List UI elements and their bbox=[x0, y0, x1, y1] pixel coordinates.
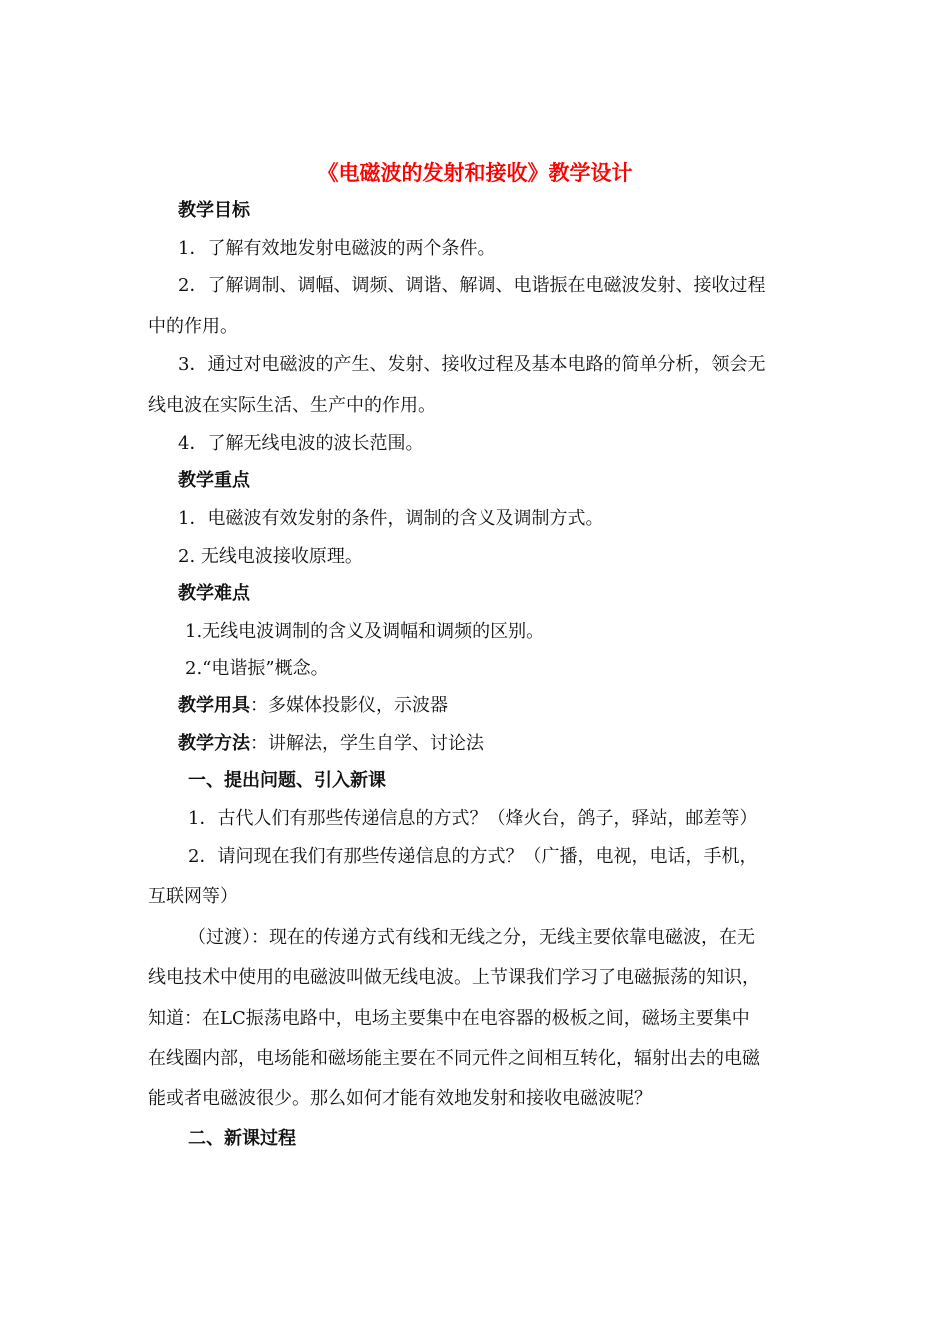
transition-line-3: 知道：在LC振荡电路中，电场主要集中在电容器的极板之间，磁场主要集中 bbox=[148, 1008, 750, 1029]
methods-value: ：讲解法，学生自学、讨论法 bbox=[250, 733, 484, 754]
tools-line bbox=[178, 694, 448, 718]
key-points-heading: 教学重点 bbox=[178, 470, 250, 491]
section-1-question-2-line-1: 2．请问现在我们有那些传递信息的方式？（广播，电视，电话，手机， bbox=[188, 846, 758, 867]
methods-label: 教学方法 bbox=[178, 733, 250, 754]
transition-line-4: 在线圈内部，电场能和磁场能主要在不同元件之间相互转化，辐射出去的电磁 bbox=[148, 1048, 760, 1069]
difficulty-item-2: 2.“电谐振”概念。 bbox=[185, 658, 329, 679]
tools-value: ：多媒体投影仪，示波器 bbox=[250, 695, 448, 716]
document-title: 《电磁波的发射和接收》教学设计 bbox=[317, 161, 633, 185]
transition-line-1: （过渡）：现在的传递方式有线和无线之分，无线主要依靠电磁波，在无 bbox=[188, 927, 755, 948]
section-1-question-2-line-2: 互联网等） bbox=[148, 886, 238, 907]
section-1-heading: 一、提出问题、引入新课 bbox=[188, 770, 386, 791]
difficulties-heading: 教学难点 bbox=[178, 583, 250, 604]
objective-item-3-line-2: 线电波在实际生活、生产中的作用。 bbox=[148, 395, 436, 416]
section-2-heading: 二、新课过程 bbox=[188, 1128, 296, 1149]
objective-item-3-line-1: 3．通过对电磁波的产生、发射、接收过程及基本电路的简单分析，领会无 bbox=[178, 354, 766, 375]
difficulty-item-1: 1.无线电波调制的含义及调幅和调频的区别。 bbox=[185, 621, 545, 642]
transition-line-5: 能或者电磁波很少。那么如何才能有效地发射和接收电磁波呢？ bbox=[148, 1088, 652, 1109]
tools-label: 教学用具 bbox=[178, 695, 250, 716]
methods-line bbox=[178, 732, 484, 756]
objectives-heading: 教学目标 bbox=[178, 200, 250, 221]
objective-item-2-line-2: 中的作用。 bbox=[148, 316, 238, 337]
transition-line-2: 线电技术中使用的电磁波叫做无线电波。上节课我们学习了电磁振荡的知识， bbox=[148, 967, 760, 988]
objective-item-2-line-1: 2．了解调制、调幅、调频、调谐、解调、电谐振在电磁波发射、接收过程 bbox=[178, 275, 766, 296]
section-1-question-1: 1．古代人们有那些传递信息的方式？（烽火台，鸽子，驿站，邮差等） bbox=[188, 808, 758, 829]
objective-item-1: 1．了解有效地发射电磁波的两个条件。 bbox=[178, 238, 496, 259]
key-point-item-1: 1．电磁波有效发射的条件，调制的含义及调制方式。 bbox=[178, 508, 604, 529]
objective-item-4: 4．了解无线电波的波长范围。 bbox=[178, 433, 424, 454]
key-point-item-2: 2. 无线电波接收原理。 bbox=[178, 546, 363, 567]
